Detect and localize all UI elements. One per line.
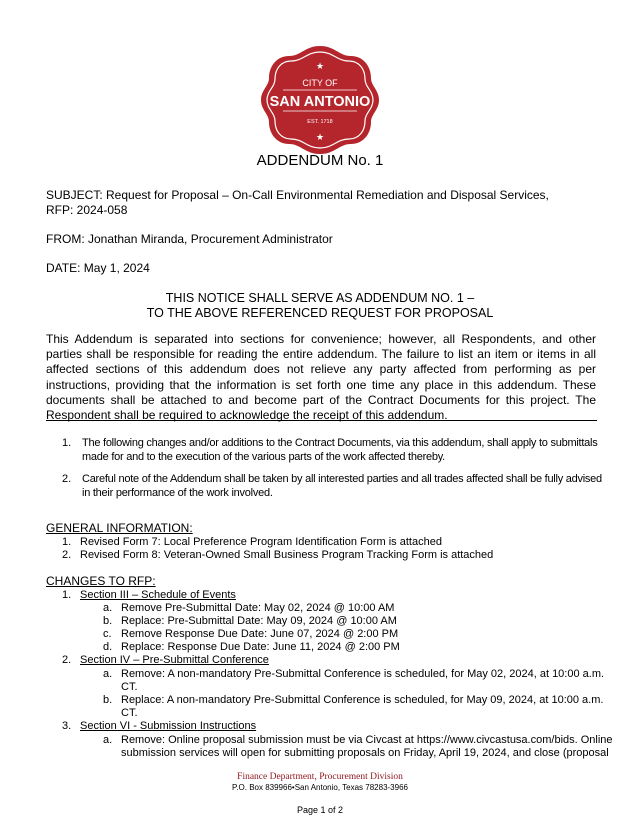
- instruction-item: 2. Careful note of the Addendum shall be taken by all interested parties and all trades affected shall be fully advised in their performance of the work involved.: [62, 473, 602, 499]
- notice-line-2: TO THE ABOVE REFERENCED REQUEST FOR PROPOSAL: [146, 306, 494, 320]
- change-item-text: CT.: [121, 707, 138, 719]
- logo-star-bottom: ★: [315, 133, 325, 143]
- date-line: DATE: May 1, 2024: [46, 261, 150, 275]
- general-item-number: 2.: [62, 549, 72, 561]
- notice-line-1: THIS NOTICE SHALL SERVE AS ADDENDUM NO. 1 –: [165, 291, 475, 305]
- change-item-text: submission services will open for submitting proposals on Friday, April 19, 2024, and close (proposal: [121, 747, 609, 759]
- general-item-number: 1.: [62, 536, 72, 548]
- subject-line-2: RFP: 2024-058: [46, 203, 128, 217]
- from-line: FROM: Jonathan Miranda, Procurement Administrator: [46, 232, 333, 246]
- change-item-text: Replace: A non-mandatory Pre-Submittal Conference is scheduled, for May 09, 2024, at 10:00 a.m.: [121, 694, 604, 706]
- change-item-letter: a.: [103, 602, 113, 614]
- change-item-text: Replace: Pre-Submittal Date: May 09, 2024 @ 10:00 AM: [121, 615, 397, 627]
- city-of-san-antonio-logo: [255, 44, 385, 156]
- general-item-text: Revised Form 8: Veteran-Owned Small Business Program Tracking Form is attached: [80, 549, 494, 561]
- change-item-text: Remove: A non-mandatory Pre-Submittal Conference is scheduled, for May 02, 2024, at 10:00 a.m.: [121, 668, 605, 680]
- logo-name: SAN ANTONIO: [269, 94, 371, 110]
- subject-line-1: SUBJECT: Request for Proposal – On-Call Environmental Remediation and Disposal Services,: [46, 188, 549, 202]
- section-number: 3.: [62, 720, 72, 732]
- change-item-letter: a.: [103, 734, 113, 746]
- document-title: ADDENDUM No. 1: [256, 152, 384, 169]
- change-item-text: CT.: [121, 681, 138, 693]
- footer-department: Finance Department, Procurement Division: [237, 772, 403, 782]
- instruction-list: [62, 436, 602, 508]
- logo-city-of: CITY OF: [302, 78, 338, 88]
- page-number: Page 1 of 2: [296, 805, 344, 815]
- section-vi-title: Section VI - Submission Instructions: [80, 720, 257, 732]
- change-item-letter: a.: [103, 668, 113, 680]
- general-info-heading: GENERAL INFORMATION:: [46, 521, 193, 535]
- change-item-letter: c.: [103, 628, 112, 640]
- change-item-text: Replace: Response Due Date: June 11, 2024 @ 2:00 PM: [121, 641, 400, 653]
- change-item-letter: b.: [103, 615, 113, 627]
- section-divider: [46, 420, 597, 421]
- footer-address: P.O. Box 839966•San Antonio, Texas 78283-3966: [232, 783, 408, 792]
- instruction-item: 1. The following changes and/or additions to the Contract Documents, via this addendum, shall apply to submittals made for and to the execution of the various parts of the work affected thereby.: [62, 437, 598, 463]
- section-iii-title: Section III – Schedule of Events: [80, 589, 236, 601]
- changes-heading: CHANGES TO RFP:: [46, 574, 156, 588]
- section-number: 2.: [62, 654, 72, 666]
- change-item-letter: d.: [103, 641, 113, 653]
- change-item-text: Remove Response Due Date: June 07, 2024 @ 2:00 PM: [121, 628, 399, 640]
- section-iv-title: Section IV – Pre-Submittal Conference: [80, 654, 269, 666]
- change-item-letter: b.: [103, 694, 113, 706]
- logo-est: EST. 1718: [307, 119, 333, 125]
- change-item-text: Remove Pre-Submittal Date: May 02, 2024 @ 10:00 AM: [121, 602, 395, 614]
- logo-star-top: ★: [315, 62, 325, 72]
- general-item-text: Revised Form 7: Local Preference Program Identification Form is attached: [80, 536, 442, 548]
- section-number: 1.: [62, 589, 72, 601]
- intro-paragraph: This Addendum is separated into sections for convenience; however, all Respondents, and other parties shall be responsible for reading the entire addendum. The failure to list an item or items in all affected sections of this addendum does not relieve any party affected from performing as per instructions, providing that the information is set forth one time any place in this addendum. These documents shall be attached to and become part of the Contract Documents for this project. The Respondent shall be required to acknowledge the receipt of this addendum.: [46, 332, 596, 423]
- change-item-text: Remove: Online proposal submission must be via Civcast at https://www.civcastusa.com/bids. Online: [121, 734, 613, 746]
